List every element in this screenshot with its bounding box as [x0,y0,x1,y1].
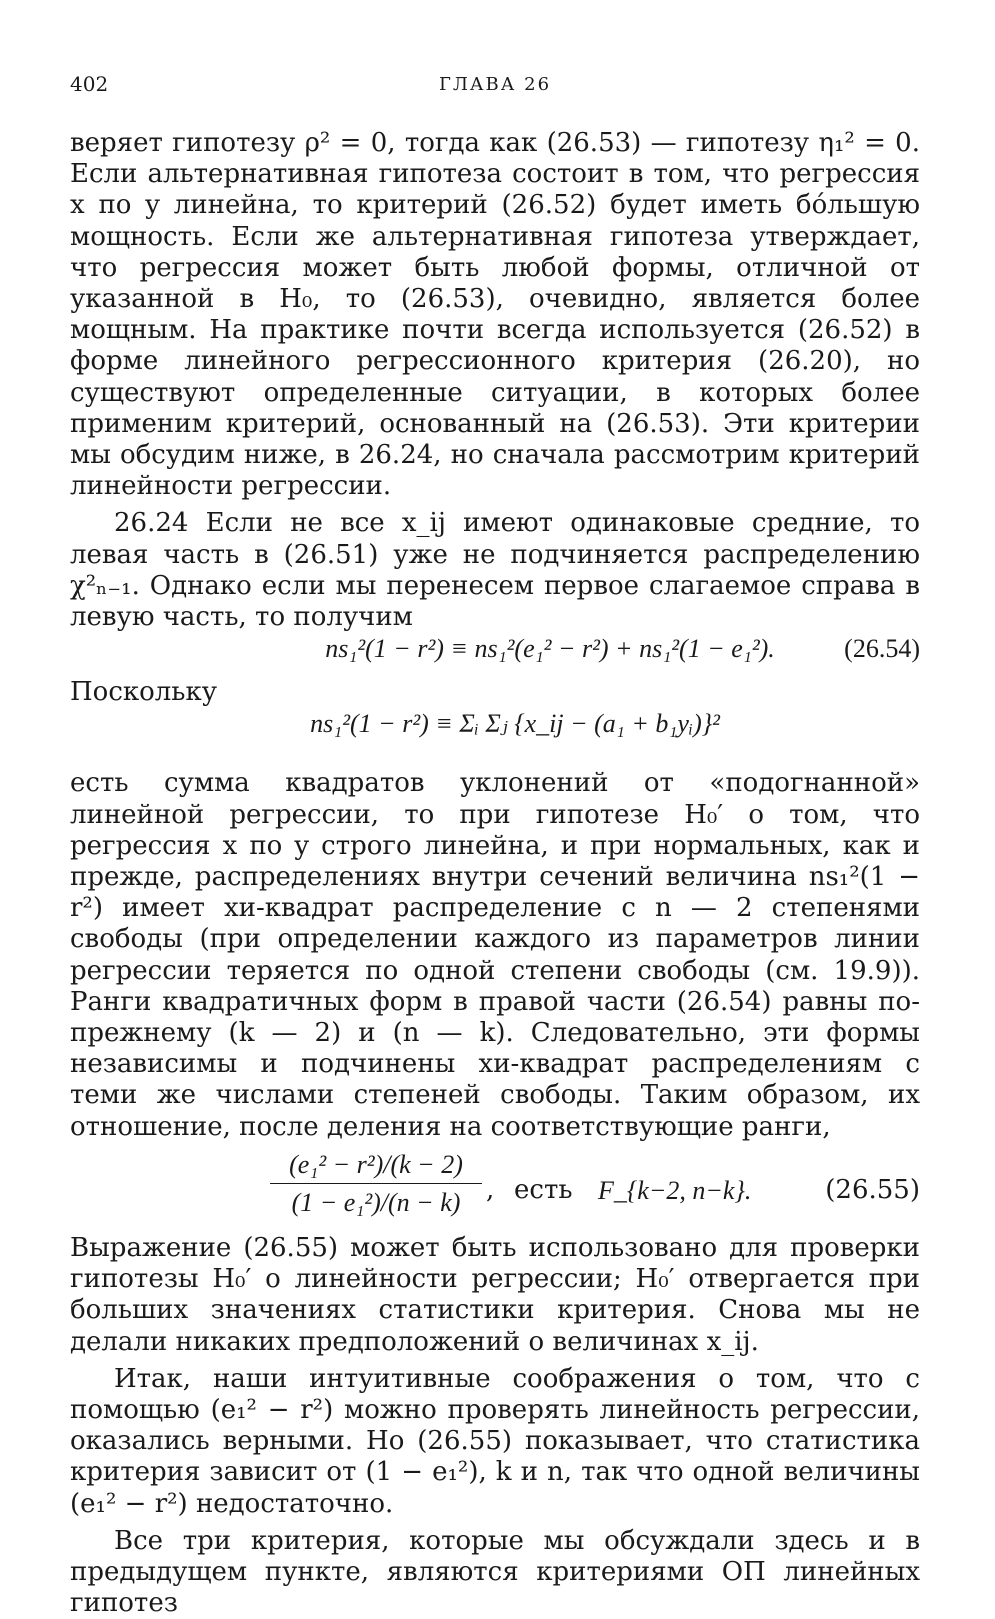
equation-26-54 [70,633,920,677]
equation-word: есть [514,1174,573,1205]
paragraph: 26.24 Если не все x_ij имеют одинаковые средние, то левая часть в (26.51) уже не подчиняется распределению χ²ₙ₋₁. Однако если мы перенесем первое слагаемое справа в левую часть, то получим [70,508,920,633]
equation-26-55 [70,1149,920,1233]
paragraph: веряет гипотезу ρ² = 0, тогда как (26.53) — гипотезу η₁² = 0. Если альтернативная гипотеза состоит в том, что регрессия x по y линейна, то критерий (26.52) будет иметь бо́льшую мощность. Если же альтернативная гипотеза утверждает, что регрессия может быть любой формы, отличной от указанной в H₀, то (26.53), очевидно, является более мощным. На практике почти всегда используется (26.52) в форме линейного регрессионного критерия (26.20), но существуют определенные ситуации, в которых более применим критерий, основанный на (26.53). Эти критерии мы обсудим ниже, в 26.24, но сначала рассмотрим критерий линейности регрессии. [70,128,920,502]
equation-sum [70,708,920,768]
fraction-denominator: (1 − e₁²)/(n − k) [291,1188,461,1218]
page-number: 402 [70,72,109,96]
equation-number: (26.54) [844,634,920,664]
equation-formula: ns₁²(1 − r²) ≡ Σᵢ Σⱼ {x_ij − (a₁ + b₁yᵢ)}² [310,709,720,739]
page-body [70,128,920,1619]
fraction [270,1149,482,1218]
paragraph: есть сумма квадратов уклонений от «подогнанной» линейной регрессии, то при гипотезе H₀′ о том, что регрессия x по y строго линейна, и при нормальных, как и прежде, распределениях внутри сечений величина ns₁²(1 − r²) имеет хи-квадрат распределение с n — 2 степенями свободы (при определении каждого из параметров линии регрессии теряется по одной степени свободы (см. 19.9)). Ранги квадратичных форм в правой части (26.54) равны по-прежнему (k — 2) и (n — k). Следовательно, эти формы независимы и подчинены хи-квадрат распределениям с теми же числами степеней свободы. Таким образом, их отношение, после деления на соответствующие ранги, [70,768,920,1142]
paragraph: Поскольку [70,677,218,708]
equation-number: (26.55) [825,1174,920,1205]
equation-formula: ns₁²(1 − r²) ≡ ns₁²(e₁² − r²) + ns₁²(1 − e₁²). [325,634,775,664]
paragraph: Выражение (26.55) может быть использовано для проверки гипотезы H₀′ о линейности регрессии; H₀′ отвергается при больших значениях статистики критерия. Снова мы не делали никаких предположений о величинах x_ij. [70,1232,920,1357]
running-header [70,72,920,102]
fraction-numerator: (e₁² − r²)/(k − 2) [270,1149,482,1184]
chapter-title: ГЛАВА 26 [438,74,552,95]
paragraph: Итак, наши интуитивные соображения о том, что с помощью (e₁² − r²) можно проверять линейность регрессии, оказались верными. Но (26.55) показывает, что статистика критерия зависит от (1 − e₁²), k и n, так что одной величины (e₁² − r²) недостаточно. [70,1363,920,1519]
f-distribution: F_{k−2, n−k}. [598,1175,752,1205]
paragraph: Все три критерия, которые мы обсуждали здесь и в предыдущем пункте, являются критериями ОП линейных гипотез [70,1525,920,1619]
comma: , [486,1174,495,1205]
